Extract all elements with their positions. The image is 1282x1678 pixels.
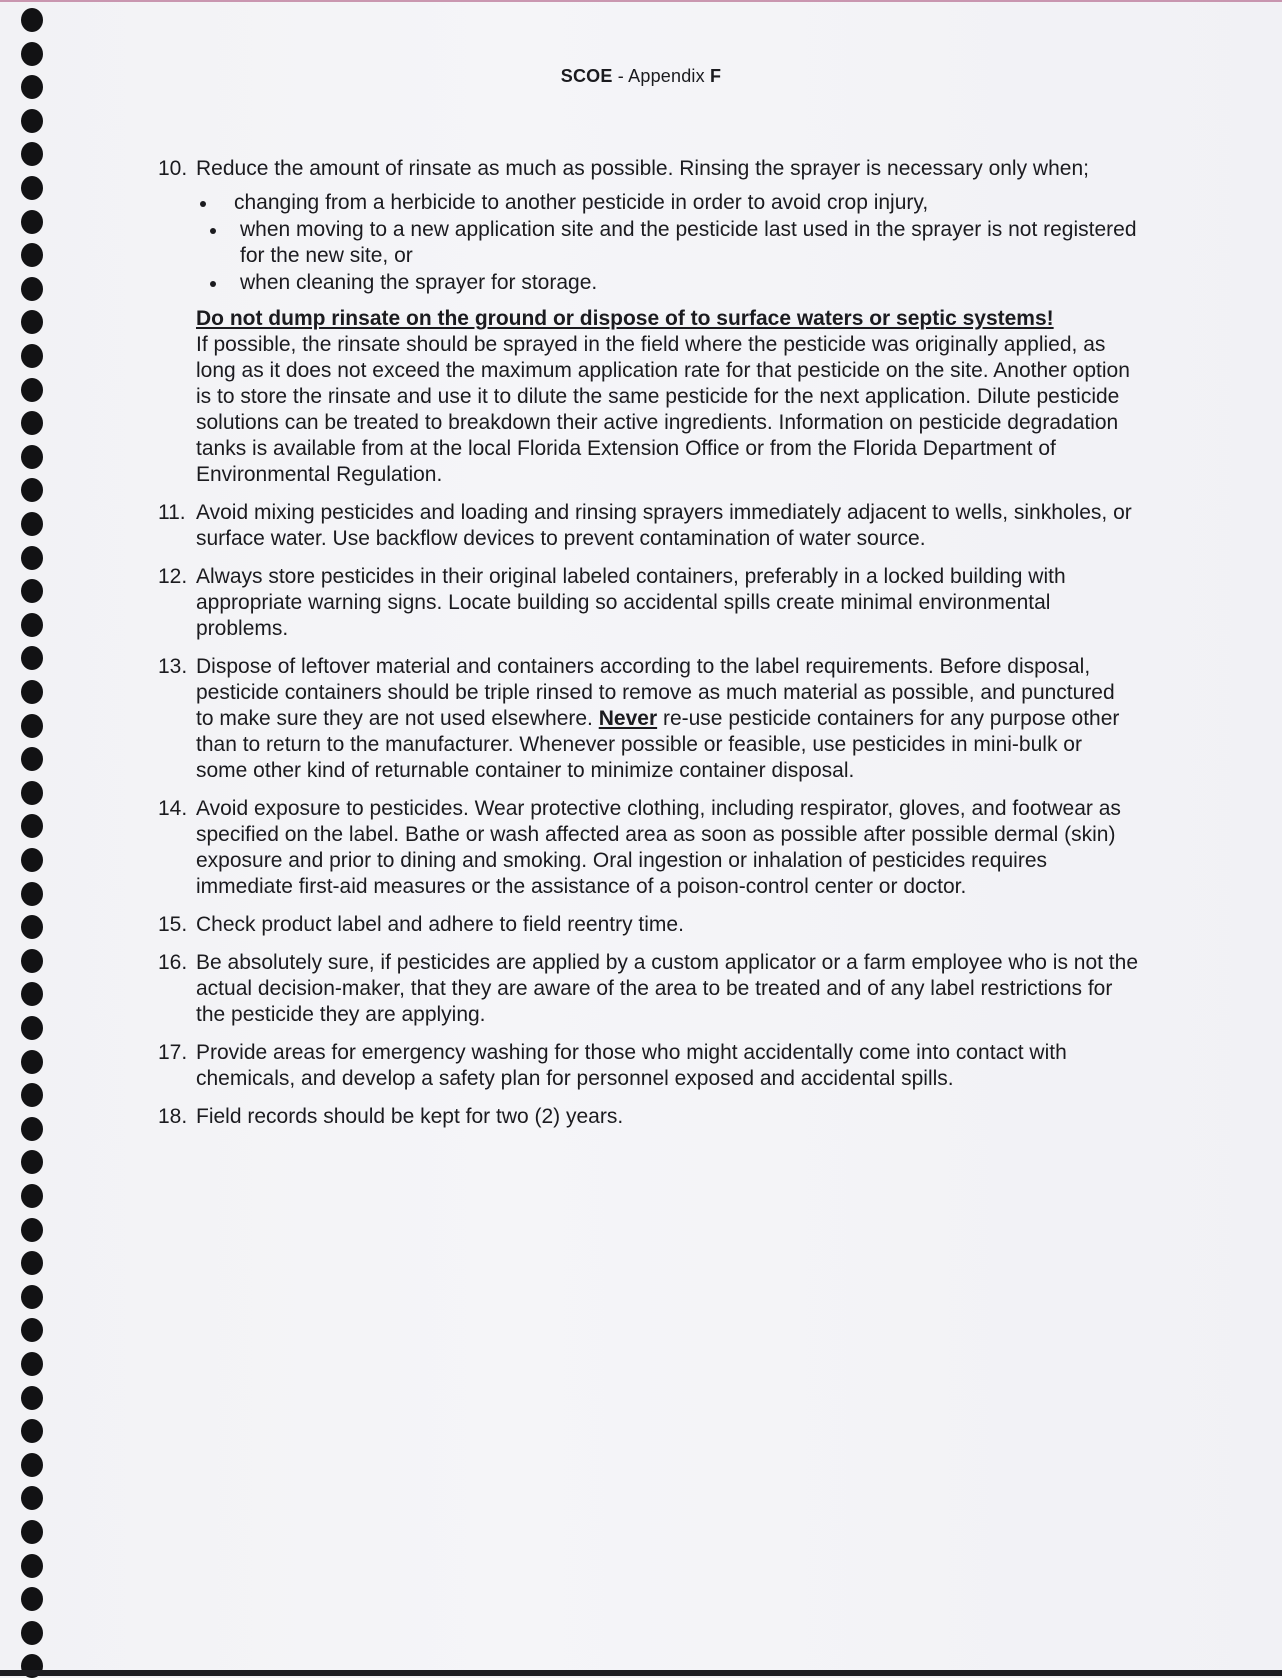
binding-hole bbox=[21, 1386, 43, 1410]
page-top-edge bbox=[0, 0, 1282, 2]
bullet-icon bbox=[210, 281, 216, 287]
binding-hole bbox=[21, 1587, 43, 1611]
binding-hole bbox=[21, 1150, 43, 1174]
bullet-list bbox=[196, 190, 1138, 296]
binding-hole bbox=[21, 1016, 43, 1040]
binding-hole bbox=[21, 613, 43, 637]
header-org: SCOE bbox=[560, 66, 613, 86]
item-number: 16. bbox=[158, 951, 188, 974]
item-text: Reduce the amount of rinsate as much as possible. Rinsing the sprayer is necessary only when; bbox=[196, 157, 1089, 180]
list-item-18 bbox=[158, 1104, 1138, 1130]
list-item-12 bbox=[158, 564, 1138, 642]
binding-hole bbox=[21, 512, 43, 536]
item-number: 18. bbox=[158, 1105, 188, 1128]
bullet-text: when cleaning the sprayer for storage. bbox=[240, 271, 598, 294]
list-item-16 bbox=[158, 950, 1138, 1028]
binding-hole bbox=[21, 1050, 43, 1074]
binding-hole bbox=[21, 243, 43, 267]
item-text: Be absolutely sure, if pesticides are applied by a custom applicator or a farm employee who is not the actual decision-maker, that they are aware of the area to be treated and of any label restrictions for the pesticide they are applying. bbox=[196, 951, 1138, 1026]
binding-hole bbox=[21, 1554, 43, 1578]
item-text bbox=[196, 654, 1138, 784]
page-header bbox=[0, 66, 1282, 87]
binding-hole bbox=[21, 1184, 43, 1208]
binding-hole bbox=[21, 1251, 43, 1275]
bullet-item bbox=[196, 270, 1138, 296]
list-item-13 bbox=[158, 654, 1138, 784]
item-text-before: Dispose of leftover material and containers according to the label requirements. Before disposal, pesticide containers should be triple rinsed to remove as much material as possible, and punctured to make sure they are not used elsewhere. bbox=[196, 655, 1115, 730]
binding-hole bbox=[21, 210, 43, 234]
item-text: Avoid exposure to pesticides. Wear protective clothing, including respirator, gloves, and footwear as specified on the label. Bathe or wash affected area as soon as possible after possible dermal (skin) exposure and prior to dining and smoking. Oral ingestion or inhalation of pesticides requires immediate first-aid measures or the assistance of a poison-control center or doctor. bbox=[196, 797, 1121, 898]
binding-hole bbox=[21, 8, 43, 32]
binding-hole bbox=[21, 1318, 43, 1342]
rinsate-warning: Do not dump rinsate on the ground or dispose of to surface waters or septic systems! bbox=[196, 307, 1054, 330]
binding-hole bbox=[21, 445, 43, 469]
binding-hole bbox=[21, 1621, 43, 1645]
bullet-text: changing from a herbicide to another pesticide in order to avoid crop injury, bbox=[234, 191, 929, 214]
item-text: Check product label and adhere to field reentry time. bbox=[196, 913, 684, 936]
list-item-17 bbox=[158, 1040, 1138, 1092]
binding-hole bbox=[21, 411, 43, 435]
binding-hole bbox=[21, 546, 43, 570]
list-item-14 bbox=[158, 796, 1138, 900]
binding-hole bbox=[21, 579, 43, 603]
list-item-11 bbox=[158, 500, 1138, 552]
page-bottom-edge bbox=[0, 1670, 1282, 1676]
item-number: 12. bbox=[158, 565, 188, 588]
binding-hole bbox=[21, 1486, 43, 1510]
binding-hole bbox=[21, 848, 43, 872]
binding-hole bbox=[21, 915, 43, 939]
binding-hole bbox=[21, 646, 43, 670]
bullet-item bbox=[196, 190, 1138, 216]
item-number: 11. bbox=[158, 501, 186, 524]
binding-hole bbox=[21, 882, 43, 906]
binding-hole bbox=[21, 42, 43, 66]
binding-hole bbox=[21, 277, 43, 301]
binding-hole bbox=[21, 814, 43, 838]
binding-hole bbox=[21, 1520, 43, 1544]
item-number: 13. bbox=[158, 655, 188, 678]
list-item-10 bbox=[158, 156, 1138, 488]
numbered-list bbox=[158, 156, 1138, 1142]
binding-hole bbox=[21, 109, 43, 133]
binding-hole bbox=[21, 142, 43, 166]
item-text: Provide areas for emergency washing for those who might accidentally come into contact with chemicals, and develop a safety plan for personnel exposed and accidental spills. bbox=[196, 1041, 1067, 1090]
item-number: 15. bbox=[158, 913, 188, 936]
binding-hole bbox=[21, 1117, 43, 1141]
never-emphasis: Never bbox=[598, 707, 658, 730]
bullet-icon bbox=[200, 201, 206, 207]
binding-hole bbox=[21, 1285, 43, 1309]
binding-hole bbox=[21, 982, 43, 1006]
binding-hole bbox=[21, 176, 43, 200]
item-text: Always store pesticides in their original labeled containers, preferably in a locked building with appropriate warning signs. Locate building so accidental spills create minimal environmental problems. bbox=[196, 565, 1066, 640]
binding-hole bbox=[21, 949, 43, 973]
binding-hole bbox=[21, 310, 43, 334]
binding-hole bbox=[21, 781, 43, 805]
item-text-after: re-use pesticide containers for any purpose other than to return to the manufacturer. Whenever possible or feasible, use pesticides in mini-bulk or some other kind of returnable container to minimize container disposal. bbox=[196, 707, 1120, 782]
binding-hole bbox=[21, 378, 43, 402]
item-number: 10. bbox=[158, 157, 188, 180]
binding-hole bbox=[21, 478, 43, 502]
header-appendix-letter: F bbox=[710, 66, 722, 86]
bullet-item bbox=[196, 217, 1138, 269]
bullet-text: when moving to a new application site and the pesticide last used in the sprayer is not registered for the new site, or bbox=[240, 218, 1137, 267]
binding-hole bbox=[21, 1352, 43, 1376]
item-number: 17. bbox=[158, 1041, 188, 1064]
list-item-15 bbox=[158, 912, 1138, 938]
binding-hole bbox=[21, 1419, 43, 1443]
item-number: 14. bbox=[158, 797, 188, 820]
item-body: If possible, the rinsate should be sprayed in the field where the pesticide was originally applied, as long as it does not exceed the maximum application rate for that pesticide on the site. Another option is to store the rinsate and use it to dilute the same pesticide for the next application. Dilute pesticide solutions can be treated to breakdown their active ingredients. Information on pesticide degradation tanks is available from at the local Florida Extension Office or from the Florida Department of Environmental Regulation. bbox=[196, 333, 1130, 486]
binding-hole bbox=[21, 680, 43, 704]
header-appendix-word: Appendix bbox=[628, 66, 705, 86]
binding-hole bbox=[21, 1218, 43, 1242]
bullet-icon bbox=[210, 228, 216, 234]
binding-hole bbox=[21, 344, 43, 368]
binding-hole bbox=[21, 747, 43, 771]
item-text: Avoid mixing pesticides and loading and rinsing sprayers immediately adjacent to wells, sinkholes, or surface water. Use backflow devices to prevent contamination of water source. bbox=[196, 501, 1132, 550]
binding-hole bbox=[21, 1083, 43, 1107]
header-separator: - bbox=[612, 66, 629, 86]
binding-hole bbox=[21, 1453, 43, 1477]
spiral-binding bbox=[21, 4, 43, 1672]
item-text: Field records should be kept for two (2) years. bbox=[196, 1105, 624, 1128]
binding-hole bbox=[21, 714, 43, 738]
